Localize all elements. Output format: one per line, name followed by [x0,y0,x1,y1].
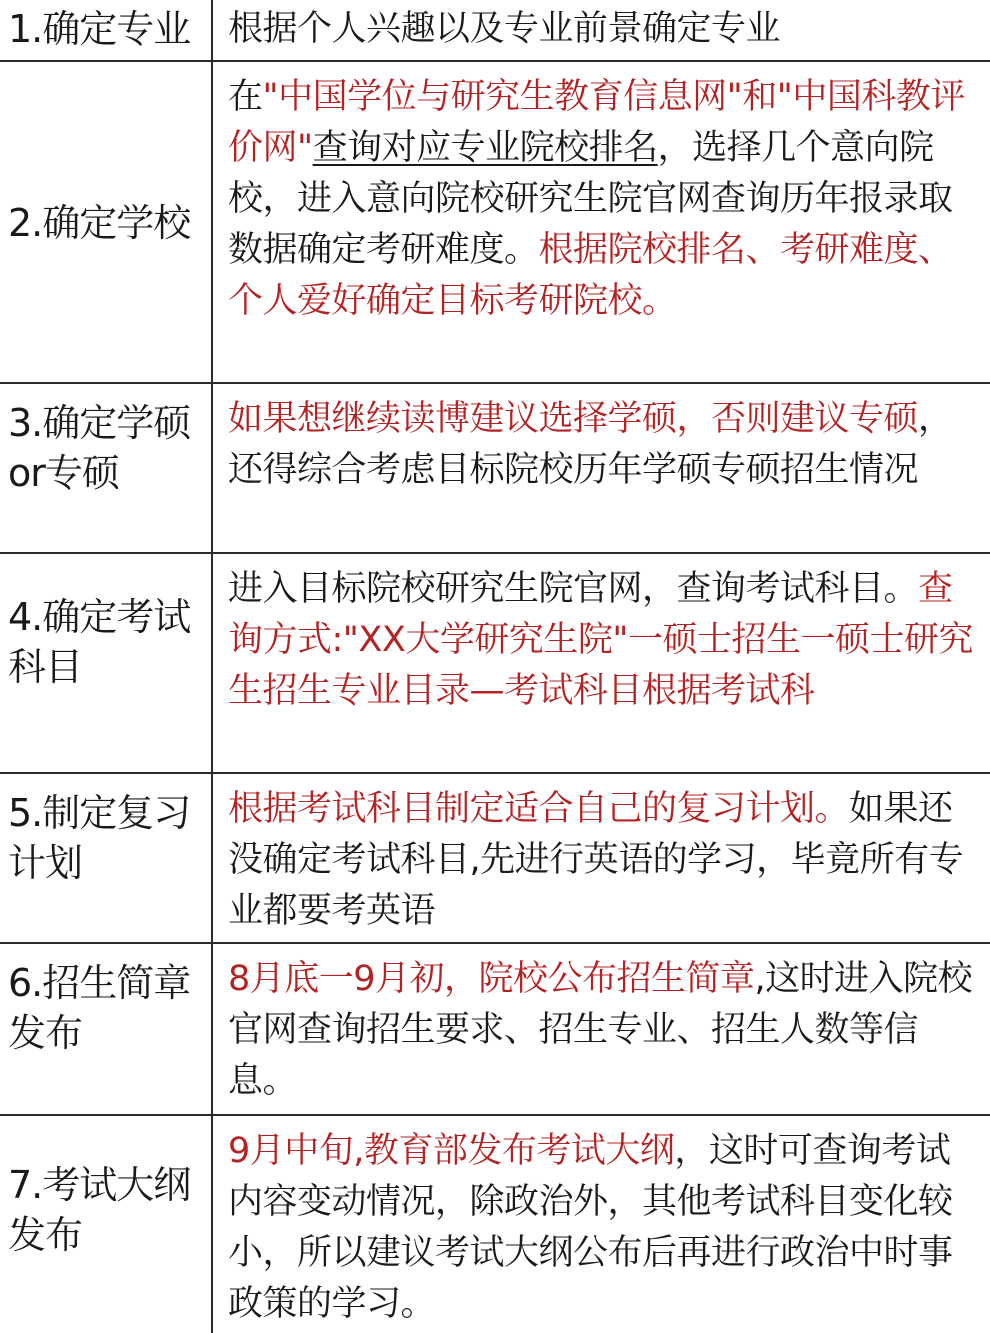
content-text: ,这时进入院校官网查询招生要求、招生专业、招生人数等信息。 [228,959,973,1101]
row-content [228,72,980,327]
highlight-text: "中国学位与研究生教育信息网"和"中国科教评价网" [228,77,965,168]
row-label: 4.确定考试科目 [8,595,191,689]
row-content [228,564,980,717]
content-text: ，选择几个意向院校，进入意向院校研究生院官网查询历年报录取数据确定考研难度。 [228,128,953,270]
table-row [0,1116,990,1333]
table-row [0,0,990,62]
highlight-text: 根据考试科目制定适合自己的复习计划。 [228,789,850,829]
row-label: 7.考试大纲发布 [8,1163,191,1257]
row-label: 2.确定学校 [8,201,191,245]
table-row [0,774,990,944]
row-content [228,954,980,1107]
highlight-text: 根据院校排名、考研难度、个人爱好确定目标考研院校。 [228,230,953,321]
column-divider [211,0,213,1333]
content-text: ，这时可查询考试内容变动情况，除政治外，其他考试科目变化较小，所以建议考试大纲公布后再进行政治中时事政策的学习。 [228,1131,953,1324]
row-content [228,784,980,937]
content-text: 进入目标院校研究生院官网，查询考试科目。 [228,569,919,609]
row-content: 根据个人兴趣以及专业前景确定专业 [228,9,781,49]
row-label: 5.制定复习计划 [8,791,191,885]
table-row [0,944,990,1116]
row-label: 1.确定专业 [8,7,191,51]
highlight-text: 如果想继续读博建议选择学硕，否则建议专硕 [228,399,919,439]
content-text: 在 [228,77,263,117]
table-row [0,384,990,554]
table-row [0,554,990,774]
row-label: 3.确定学硕or专硕 [8,401,191,495]
highlight-text: 查询方式:"XX大学研究生院"一硕士招生一硕士研究生招生专业目录—考试科目根据考试科 [228,569,973,711]
content-text: ，还得综合考虑目标院校历年学硕专硕招生情况 [228,399,953,490]
row-label: 6.招生简章发布 [8,961,191,1055]
row-content [228,394,980,496]
table-row [0,62,990,384]
highlight-text: 9月中旬,教育部发布考试大纲 [228,1131,675,1171]
row-content [228,1126,980,1330]
underlined-text: 查询对应专业院校排名 [312,128,658,168]
highlight-text: 8月底一9月初，院校公布招生简章 [228,959,755,999]
content-text: 如果还没确定考试科目,先进行英语的学习，毕竟所有专业都要考英语 [228,789,964,931]
